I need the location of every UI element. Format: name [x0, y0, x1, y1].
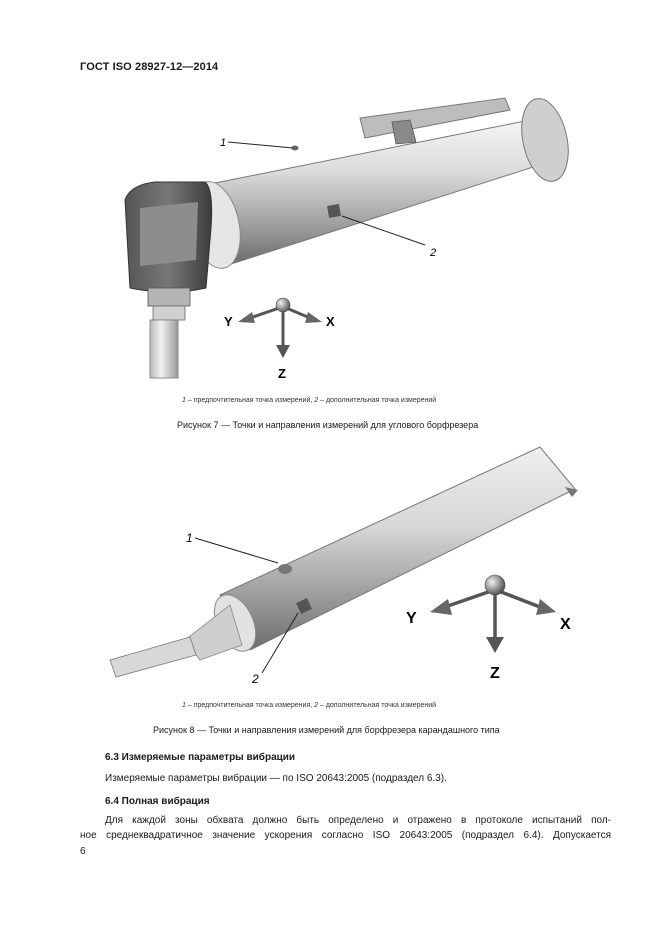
section-6-4-line-2: ное среднеквадратичное значение ускорения согласно ISO 20643:2005 (подраздел 6.4). Допускается — [80, 830, 611, 841]
callout-1-line — [195, 538, 278, 563]
figure-7-illustration — [110, 90, 580, 390]
section-6-4-heading: 6.4 Полная вибрация — [105, 796, 210, 807]
figure-8-illustration — [100, 445, 600, 695]
axis-z-label: Z — [490, 665, 500, 682]
angle-head — [125, 182, 212, 378]
axis-y-label: Y — [406, 610, 417, 627]
figure-7-legend: 1 – предпочтительная точка измерений, 2 – дополнительная точка измерений — [182, 397, 437, 404]
axis-triad — [238, 298, 322, 358]
figure-7-caption: Рисунок 7 — Точки и направления измерений для углового борфрезера — [177, 420, 479, 430]
measurement-point-1-marker — [278, 564, 292, 574]
callout-1-label: 1 — [220, 137, 227, 149]
axis-triad — [430, 575, 556, 653]
callout-2-label: 2 — [430, 247, 437, 259]
callout-1-label: 1 — [186, 531, 193, 545]
callout-1-line — [228, 142, 293, 148]
figure-8-caption: Рисунок 8 — Точки и направления измерений для борфрезера карандашного типа — [153, 725, 500, 735]
section-6-3-text: Измеряемые параметры вибрации — по ISO 20643:2005 (подраздел 6.3). — [105, 773, 447, 784]
callout-2-line — [342, 216, 425, 245]
callout-2-label: 2 — [252, 672, 259, 686]
section-6-4-line-1: Для каждой зоны обхвата должно быть определено и отражено в протоколе испытаний пол- — [105, 815, 611, 826]
document-header: ГОСТ ISO 28927-12—2014 — [80, 61, 219, 73]
axis-z-label: Z — [278, 366, 286, 381]
pencil-grinder-body — [110, 447, 578, 677]
measurement-point-2-marker — [327, 204, 341, 218]
axis-x-label: X — [326, 314, 335, 329]
axis-x-label: X — [560, 616, 571, 633]
figure-8-legend: 1 – предпочтительная точка измерения, 2 – дополнительная точка измерений — [182, 702, 437, 709]
axis-y-label: Y — [224, 314, 233, 329]
section-6-3-heading: 6.3 Измеряемые параметры вибрации — [105, 752, 296, 763]
page-number: 6 — [80, 846, 86, 857]
